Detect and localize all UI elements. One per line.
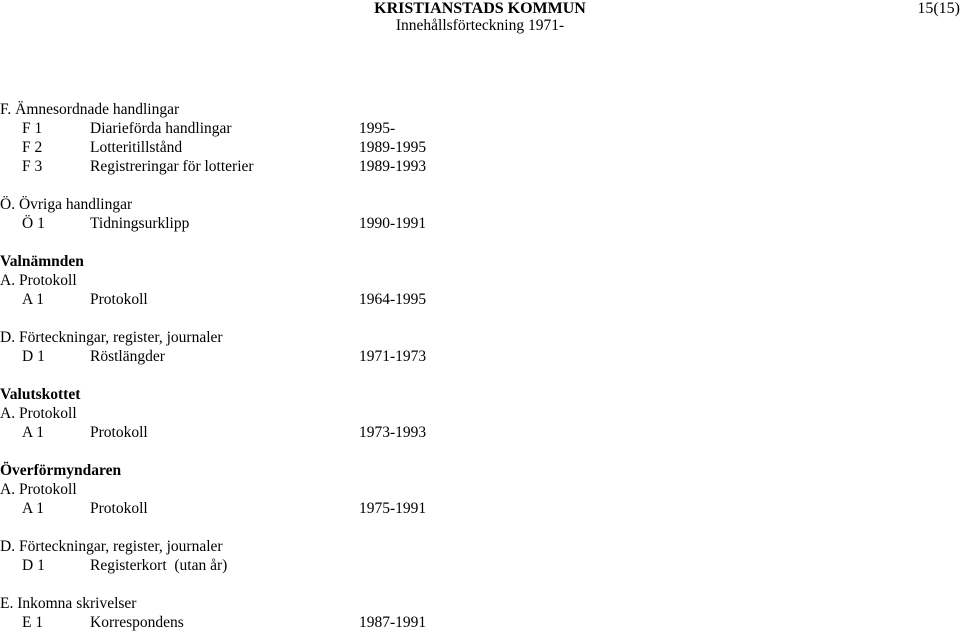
volume-years: 1987-1991 <box>359 614 427 631</box>
volume-row <box>0 157 960 176</box>
volume-years: 1964-1995 <box>359 291 427 308</box>
volume-description: Protokoll <box>90 424 148 441</box>
volume-years: 1989-1993 <box>359 158 427 175</box>
volume-row <box>0 423 960 442</box>
volume-code: Ö 1 <box>22 215 45 232</box>
volume-code: A 1 <box>22 500 44 517</box>
spacer <box>0 233 960 252</box>
volume-code: A 1 <box>22 424 44 441</box>
volume-row <box>0 347 960 366</box>
volume-years: 1995- <box>359 120 396 137</box>
volume-row <box>0 138 960 157</box>
volume-row <box>0 214 960 233</box>
volume-code: F 2 <box>22 139 43 156</box>
volume-row <box>0 556 960 575</box>
volume-description: Protokoll <box>90 291 148 308</box>
volume-code: E 1 <box>22 614 44 631</box>
index-content <box>0 100 960 632</box>
volume-row <box>0 613 960 632</box>
spacer <box>0 575 960 594</box>
volume-code: A 1 <box>22 291 44 308</box>
volume-description: Tidningsurklipp <box>90 215 190 232</box>
volume-years: 1975-1991 <box>359 500 427 517</box>
spacer <box>0 309 960 328</box>
volume-description: Protokoll <box>90 500 148 517</box>
series-heading: E. Inkomna skrivelser <box>0 595 137 612</box>
spacer <box>0 442 960 461</box>
volume-row <box>0 290 960 309</box>
archive-heading: Överförmyndaren <box>0 462 122 479</box>
volume-code: F 1 <box>22 120 43 137</box>
document-title: KRISTIANSTADS KOMMUN <box>374 0 586 17</box>
series-heading: A. Protokoll <box>0 272 77 289</box>
volume-code: F 3 <box>22 158 43 175</box>
volume-row <box>0 499 960 518</box>
series-heading: A. Protokoll <box>0 481 77 498</box>
spacer <box>0 176 960 195</box>
volume-code: D 1 <box>22 348 45 365</box>
volume-code: D 1 <box>22 557 45 574</box>
series-heading: F. Ämnesordnade handlingar <box>0 101 180 118</box>
series-heading: A. Protokoll <box>0 405 77 422</box>
page-number: 15(15) <box>917 0 960 17</box>
series-heading: D. Förteckningar, register, journaler <box>0 538 223 555</box>
document-subtitle: Innehållsförteckning 1971- <box>395 17 565 34</box>
volume-years: 1990-1991 <box>359 215 427 232</box>
volume-years: 1973-1993 <box>359 424 427 441</box>
series-heading: D. Förteckningar, register, journaler <box>0 329 223 346</box>
spacer <box>0 518 960 537</box>
volume-years: 1989-1995 <box>359 139 427 156</box>
spacer <box>0 366 960 385</box>
series-heading: Ö. Övriga handlingar <box>0 196 133 213</box>
volume-row <box>0 119 960 138</box>
volume-description: Lotteritillstånd <box>90 139 183 156</box>
volume-description: Registreringar för lotterier <box>90 158 254 175</box>
volume-description: Diarieförda handlingar <box>90 120 232 137</box>
archive-heading: Valutskottet <box>0 386 81 403</box>
volume-description: Röstlängder <box>90 348 165 365</box>
archive-heading: Valnämnden <box>0 253 84 270</box>
volume-description: Registerkort (utan år) <box>90 557 228 574</box>
volume-years: 1971-1973 <box>359 348 427 365</box>
volume-description: Korrespondens <box>90 614 184 631</box>
